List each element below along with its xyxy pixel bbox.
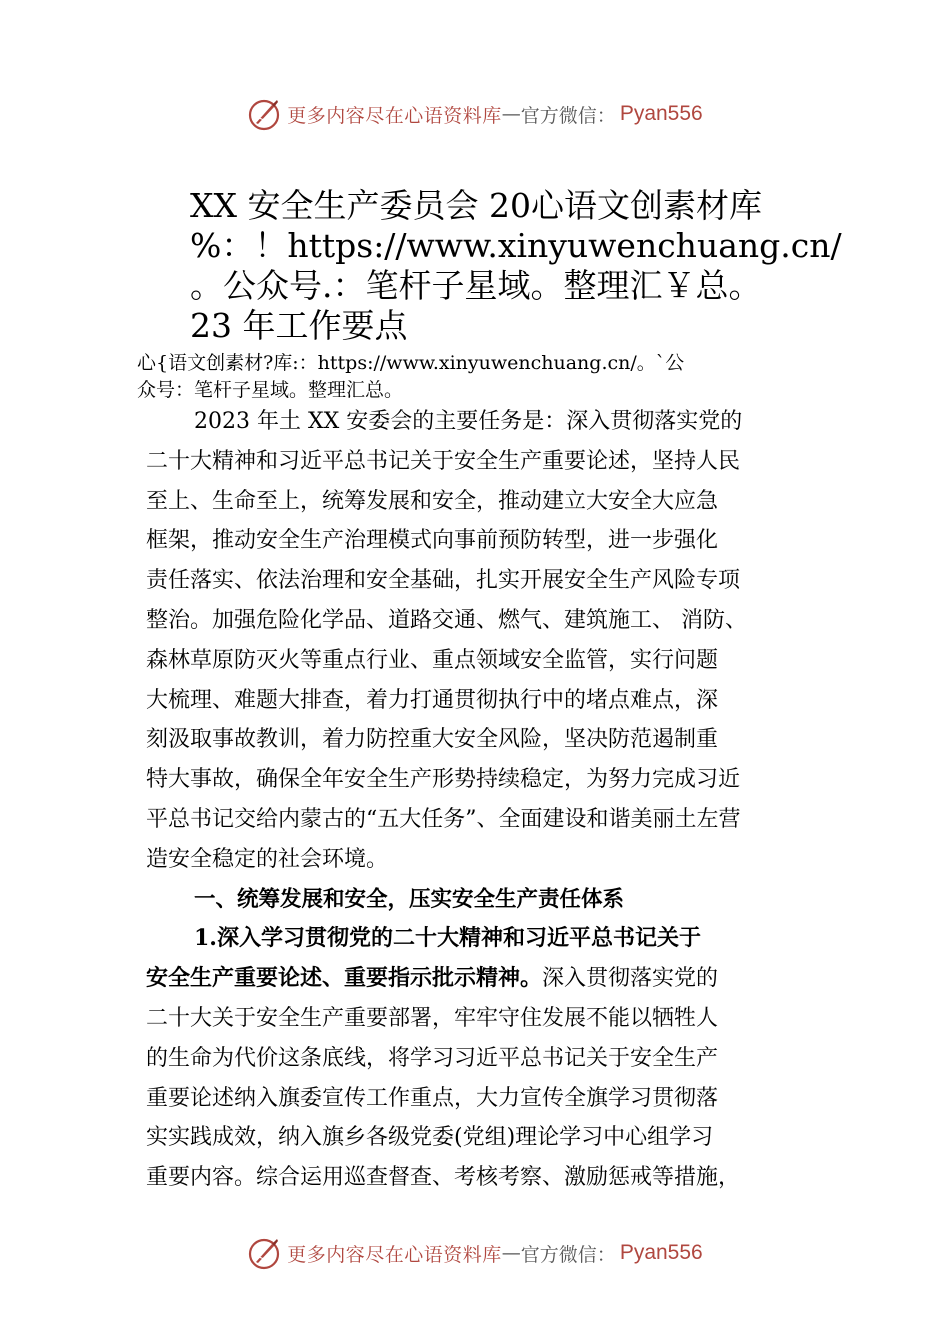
watermark-separator: — [501,1242,521,1264]
item-bold-lead: 1.深入学习贯彻党的二十大精神和习近平总书记关于 [194,925,701,952]
title-line: 。公众号.：笔杆子星域。整理汇￥总。 [190,266,762,305]
item-line: 实实践成效，纳入旗乡各级党委(党组)理论学习中心组学习 [146,1125,714,1151]
paragraph-line: 大梳理、难题大排查，着力打通贯彻执行中的堵点难点，深 [146,687,719,713]
paragraph-line: 特大事故，确保全年安全生产形势持续稳定，为努力完成习近 [146,767,741,793]
paragraph-line: 框架，推动安全生产治理模式向事前预防转型，进一步强化 [146,528,719,554]
document-body [146,402,826,1198]
item-line [146,919,826,959]
document-title [190,186,842,346]
title-line: XX 安全生产委员会 20心语文创素材库 [190,186,762,225]
paragraph-line: 刻汲取事故教训，着力防控重大安全风险，坚决防范遏制重 [146,727,719,753]
paragraph-line: 森林草原防灭火等重点行业、重点领域安全监管，实行问题 [146,647,719,673]
watermark-text: 更多内容尽在心语资料库 [287,1243,502,1266]
quill-pen-logo-icon [247,97,281,131]
watermark-banner-bottom [0,1233,950,1273]
watermark-wechat-id: Pyan556 [619,102,703,125]
item-bold-lead: 安全生产重要论述、重要指示批示精神。 [146,965,543,992]
item-line [146,959,826,999]
watermark-wechat-id: Pyan556 [619,1241,703,1264]
watermark-label: 官方微信： [520,1243,616,1266]
watermark-separator: — [501,103,521,125]
quill-pen-logo-icon [247,1236,281,1270]
title-line: %：！https://www.xinyuwenchuang.cn/ [190,226,842,265]
paragraph-line: 平总书记交给内蒙古的“五大任务”、全面建设和谐美丽土左营 [146,806,741,832]
item-line: 的生命为代价这条底线，将学习习近平总书记关于安全生产 [146,1045,719,1071]
title-line: 23 年工作要点 [190,306,408,345]
paragraph-line: 整治。加强危险化学品、道路交通、燃气、建筑施工、 消防、 [146,607,747,633]
paragraph-line: 责任落实、依法治理和安全基础，扎实开展安全生产风险专项 [146,568,741,594]
paragraph-line: 至上、生命至上，统筹发展和安全，推动建立大安全大应急 [146,488,719,514]
source-note-line: 心{语文创素材?库:：https://www.xinyuwenchuang.cn/。`公 [137,352,685,374]
item-line: 重要论述纳入旗委宣传工作重点，大力宣传全旗学习贯彻落 [146,1085,719,1111]
paragraph-line: 二十大精神和习近平总书记关于安全生产重要论述，坚持人民 [146,448,741,474]
watermark-text: 更多内容尽在心语资料库 [287,104,502,127]
item-line: 重要内容。综合运用巡查督查、考核考察、激励惩戒等措施， [146,1165,741,1191]
watermark-label: 官方微信： [520,104,616,127]
item-text: 深入贯彻落实党的 [542,966,719,992]
section-heading: 一、统筹发展和安全，压实安全生产责任体系 [194,886,625,912]
watermark-banner-top [0,94,950,134]
paragraph-line: 造安全稳定的社会环境。 [146,846,389,872]
paragraph-line: 2023 年土 XX 安委会的主要任务是：深入贯彻落实党的 [194,409,743,434]
source-note [137,350,827,404]
item-line: 二十大关于安全生产重要部署，牢牢守住发展不能以牺牲人 [146,1005,719,1031]
source-note-line: 众号：笔杆子星域。整理汇总。 [137,379,404,401]
